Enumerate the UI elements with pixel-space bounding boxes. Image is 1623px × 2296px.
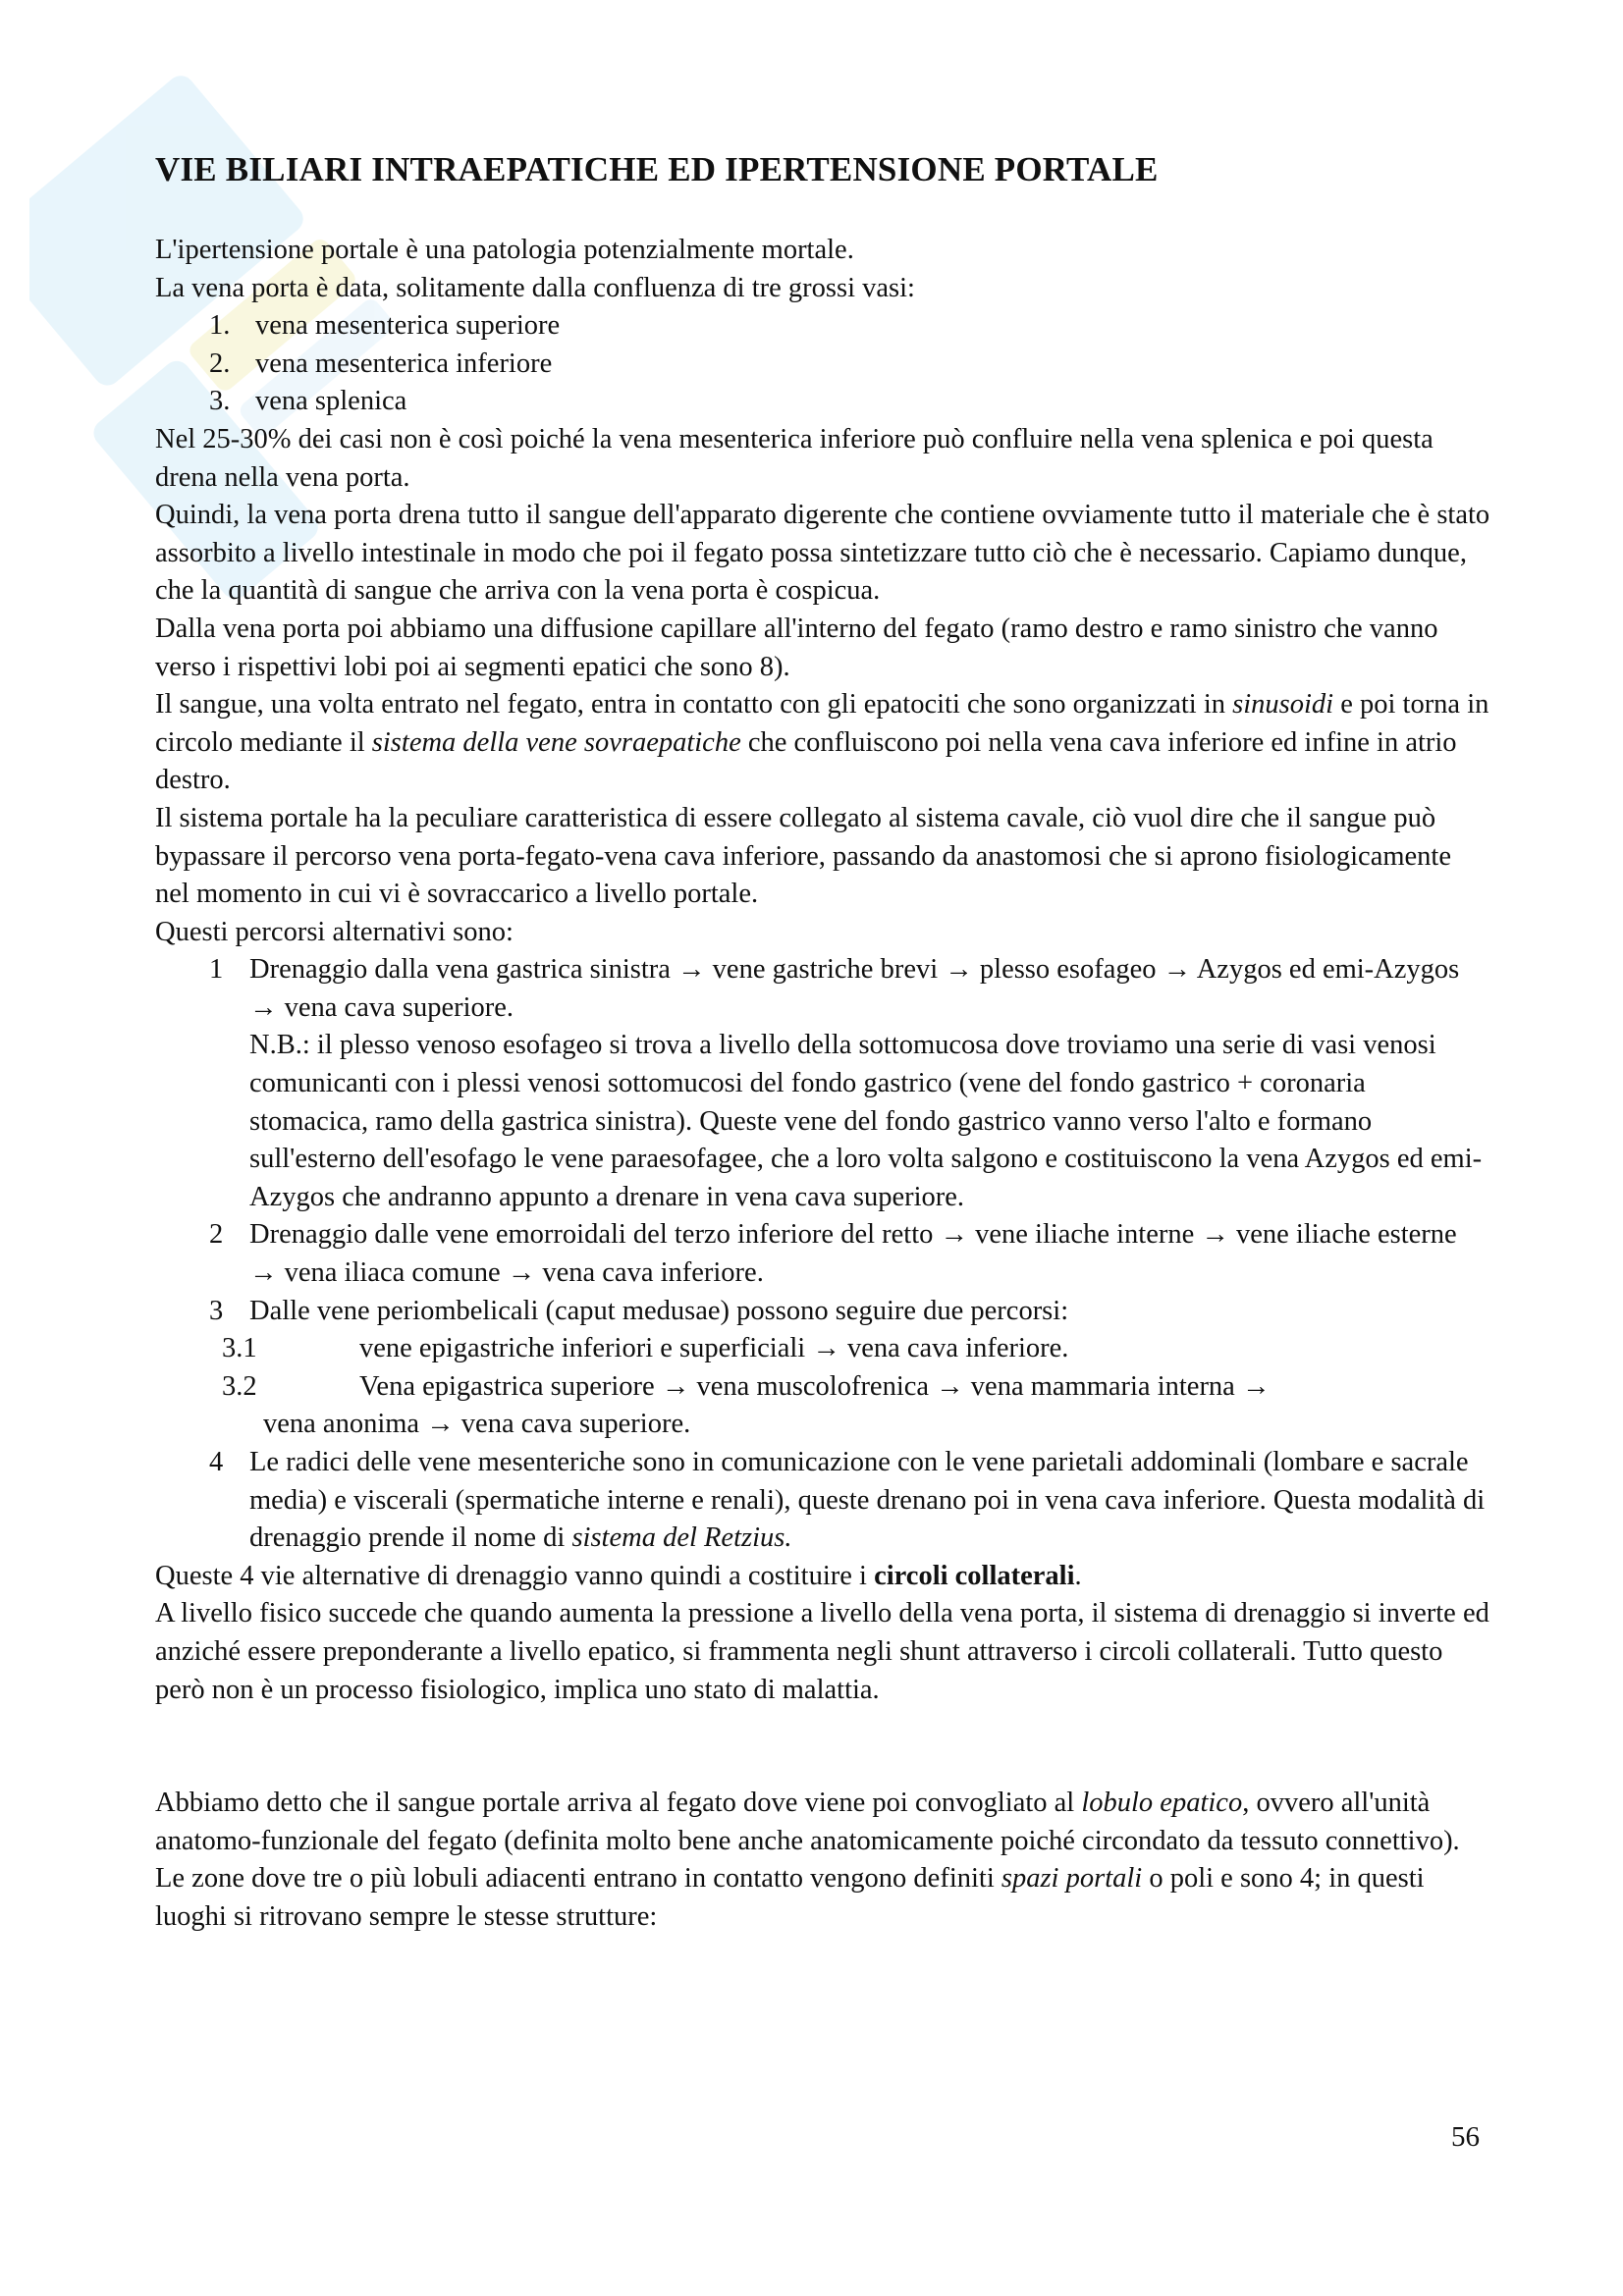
body-text [155,232,1490,1937]
list-item: 1. vena mesenterica superiore [209,310,561,342]
paragraph: Questi percorsi alternativi sono: [155,916,514,947]
page-number: 56 [1451,2121,1480,2153]
intro-line-1: L'ipertensione portale è una patologia potenzialmente mortale. [155,235,854,265]
paragraph: Quindi, la vena porta drena tutto il sangue dell'apparato digerente che contiene ovviamente tutto il materiale che è stato assorbito a livello intestinale in modo che poi il fegato possa sintetizzare tutto ciò che è necessario. Capiamo dunque, che la quantità di sangue che arriva con la vena porta è cospicua. [155,500,1490,607]
paragraph: Abbiamo detto che il sangue portale arriva al fegato dove viene poi convogliato al lobulo epatico, ovvero all'unità anatomo-funzionale del fegato (definita molto bene anche anatomicamente poiché circondato da tessuto connettivo). Le zone dove tre o più lobuli adiacenti entrano in contatto vengono definiti spazi portali o poli e sono 4; in questi luoghi si ritrovano sempre le stesse strutture: [155,1788,1460,1932]
page-title: VIE BILIARI INTRAEPATICHE ED IPERTENSIONE PORTALE [155,150,1159,188]
alternative-routes-list [155,951,1490,1558]
list-item: 4 Le radici delle vene mesenteriche sono in comunicazione con le vene parietali addominali (lombare e sacrale media) e viscerali (spermatiche interne e renali), queste drenano poi in vena cava inferiore. Questa modalità di drenaggio prende il nome di sistema del Retzius. [209,1447,1486,1554]
paragraph: Dalla vena porta poi abbiamo una diffusione capillare all'interno del fegato (ramo destro e ramo sinistro che vanno verso i rispettivi lobi poi ai segmenti epatici che sono 8). [155,613,1438,682]
paragraph: Il sistema portale ha la peculiare caratteristica di essere collegato al sistema cavale, ciò vuol dire che il sangue può bypassare il percorso vena porta-fegato-vena cava inferiore, passando da anastomosi che si aprono fisiologicamente nel momento in cui vi è sovraccarico a livello portale. [155,802,1451,910]
list-item: 2 Drenaggio dalle vene emorroidali del terzo inferiore del retto → vene iliache interne → vene iliache esterne → vena iliaca comune → vena cava inferiore. [209,1219,1457,1289]
list-item: 2. vena mesenterica inferiore [209,347,553,379]
sub-list-item: 3.1 vene epigastriche inferiori e superficiali → vena cava inferiore. [222,1333,1069,1364]
paragraph: Queste 4 vie alternative di drenaggio vanno quindi a costituire i circoli collaterali. [155,1560,1082,1591]
paragraph: Nel 25-30% dei casi non è così poiché la vena mesenterica inferiore può confluire nella vena splenica e poi questa drena nella vena porta. [155,423,1434,493]
paragraph: Il sangue, una volta entrato nel fegato, entra in contatto con gli epatociti che sono organizzati in sinusoidi e poi torna in circolo mediante il sistema della vene sovraepatiche che confluiscono poi nella vena cava inferiore ed infine in atrio destro. [155,689,1489,796]
note: N.B.: il plesso venoso esofageo si trova a livello della sottomucosa dove troviamo una serie di vasi venosi comunicanti con i plessi venosi sottomucosi del fondo gastrico (vene del fondo gastrico + coronaria stomacica, ramo della gastrica sinistra). Queste vene del fondo gastrico vanno verso l'alto e formano sull'esterno dell'esofago le vene paraesofagee, che a loro volta salgono e costituiscono la vena Azygos ed emi-Azygos che andranno appunto a drenare in vena cava superiore. [249,1030,1483,1212]
paragraph: A livello fisico succede che quando aumenta la pressione a livello della vena porta, il sistema di drenaggio si inverte ed anziché essere preponderante a livello epatico, si frammenta negli shunt attraverso i circoli collaterali. Tutto questo però non è un processo fisiologico, implica uno stato di malattia. [155,1598,1489,1705]
sub-list-item: 3.2 Vena epigastrica superiore → vena muscolofrenica → vena mammaria interna → vena anonima → vena cava superiore. [222,1370,1271,1440]
list-item: 1 Drenaggio dalla vena gastrica sinistra → vene gastriche brevi → plesso esofageo → Azygos ed emi-Azygos → vena cava superiore. N.B.: il plesso venoso esofageo si trova a livello della sottomucosa dove troviamo una serie di vasi venosi comunicanti con i plessi venosi sottomucosi del fondo gastrico (vene del fondo gastrico + coronaria stomacica, ramo della gastrica sinistra). Queste vene del fondo gastrico vanno verso l'alto e formano sull'esterno dell'esofago le vene paraesofagee, che a loro volta salgono e costituiscono la vena Azygos ed emi-Azygos che andranno appunto a drenare in vena cava superiore. [209,954,1483,1212]
list-item: 3. vena splenica [209,386,407,417]
intro-line-2: La vena porta è data, solitamente dalla confluenza di tre grossi vasi: [155,272,915,303]
vessels-list [155,307,1490,421]
list-item: 3 Dalle vene periombelicali (caput medusae) possono seguire due percorsi: 3.1 vene epigastriche inferiori e superficiali → vena cava inferiore. 3.2 Vena epigastrica superiore → vena muscolofrenica → vena mammaria interna → vena anonima → vena cava superiore. [209,1293,1490,1444]
content [155,149,1490,1937]
